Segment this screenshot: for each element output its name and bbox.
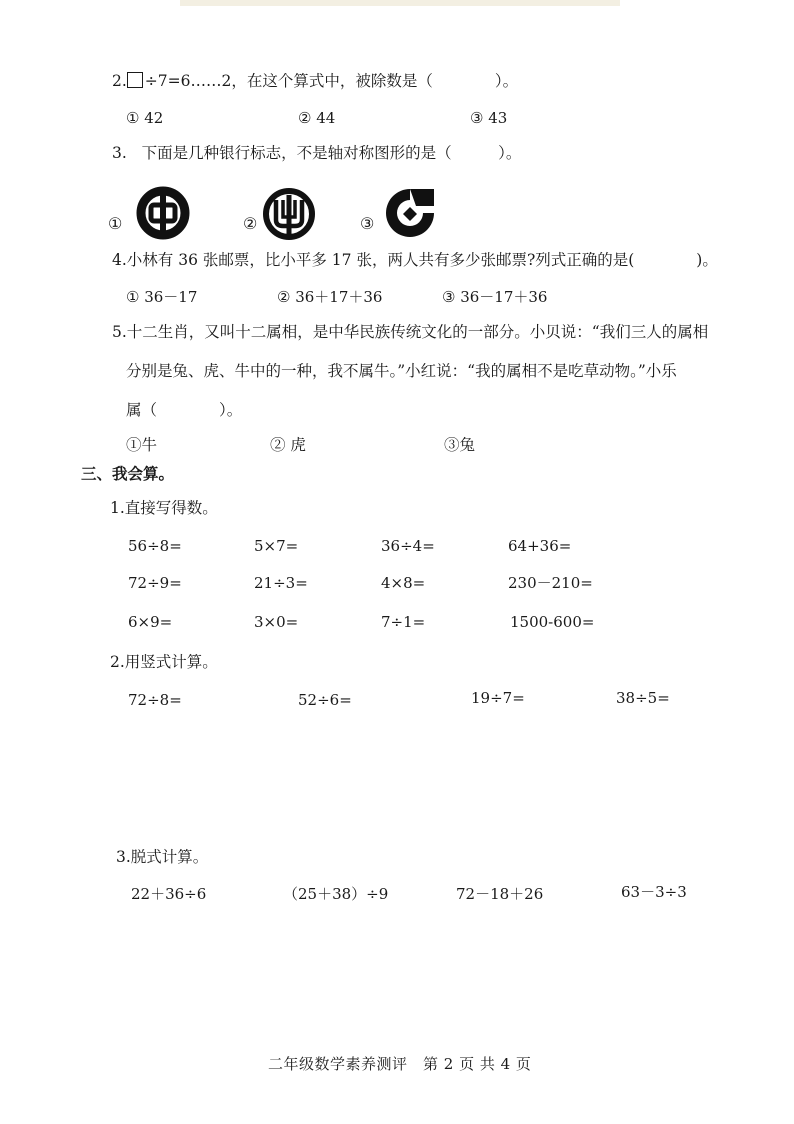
calc1-item: 64+36=	[508, 537, 572, 555]
calc2-title: 2.用竖式计算。	[110, 653, 218, 671]
calc1-title: 1.直接写得数。	[110, 499, 218, 517]
blank-box	[127, 72, 143, 88]
q2-stem: ÷7=6……2，在这个算式中，被除数是（ ）。	[144, 72, 519, 90]
calc3-item: 63－3÷3	[621, 883, 687, 901]
q2-option-1: ① 42	[126, 109, 164, 127]
page-footer: 二年级数学素养测评 第 2 页 共 4 页	[268, 1055, 532, 1073]
agricultural-bank-logo-icon	[261, 186, 317, 242]
q5-option-2: ② 虎	[270, 436, 306, 454]
calc2-item: 72÷8=	[128, 691, 182, 709]
calc1-item: 21÷3=	[254, 574, 308, 592]
q4-option-2: ② 36＋17＋36	[277, 288, 383, 306]
q5-option-3: ③兔	[444, 436, 476, 454]
q2-option-2: ② 44	[298, 109, 336, 127]
q5-option-1: ①牛	[126, 436, 158, 454]
q3	[112, 143, 521, 163]
calc2-item: 38÷5=	[616, 689, 670, 707]
q3-option-2: ②	[243, 214, 258, 233]
construction-bank-logo-icon	[381, 186, 439, 240]
calc1-item: 230－210=	[508, 574, 593, 592]
q3-number: 3.	[112, 144, 127, 162]
calc1-item: 5×7=	[254, 537, 299, 555]
calc3-title: 3.脱式计算。	[116, 848, 209, 866]
calc3-item: 22＋36÷6	[131, 885, 207, 903]
q3-option-3: ③	[360, 214, 375, 233]
q4-option-3: ③ 36－17＋36	[442, 288, 548, 306]
q5-line-3: 属（ ）。	[126, 401, 243, 419]
q5-line-1: 5.十二生肖，又叫十二属相，是中华民族传统文化的一部分。小贝说：“我们三人的属相	[112, 323, 709, 341]
calc3-item: （25＋38）÷9	[283, 885, 389, 903]
section-title: 三、我会算。	[81, 464, 175, 483]
calc1-item: 1500-600=	[510, 613, 595, 631]
q2-option-3: ③ 43	[470, 109, 508, 127]
bank-of-china-logo-icon	[134, 184, 192, 242]
q2-number: 2.	[112, 72, 127, 90]
calc2-item: 52÷6=	[298, 691, 352, 709]
calc2-item: 19÷7=	[471, 689, 525, 707]
calc1-item: 36÷4=	[381, 537, 435, 555]
calc1-item: 6×9=	[128, 613, 173, 631]
q4-stem: 4.小林有 36 张邮票，比小平多 17 张，两人共有多少张邮票?列式正确的是( )。	[112, 251, 718, 269]
q5-line-2: 分别是兔、虎、牛中的一种，我不属牛。”小红说：“我的属相不是吃草动物。”小乐	[126, 362, 677, 380]
calc1-item: 72÷9=	[128, 574, 182, 592]
calc1-item: 56÷8=	[128, 537, 182, 555]
q3-option-1: ①	[108, 214, 123, 233]
q3-stem: 下面是几种银行标志，不是轴对称图形的是（ ）。	[141, 144, 522, 162]
calc1-item: 7÷1=	[381, 613, 426, 631]
calc3-item: 72－18＋26	[456, 885, 544, 903]
q2	[112, 71, 518, 91]
scan-edge	[180, 0, 620, 6]
q4-option-1: ① 36－17	[126, 288, 198, 306]
calc1-item: 4×8=	[381, 574, 426, 592]
calc1-item: 3×0=	[254, 613, 299, 631]
